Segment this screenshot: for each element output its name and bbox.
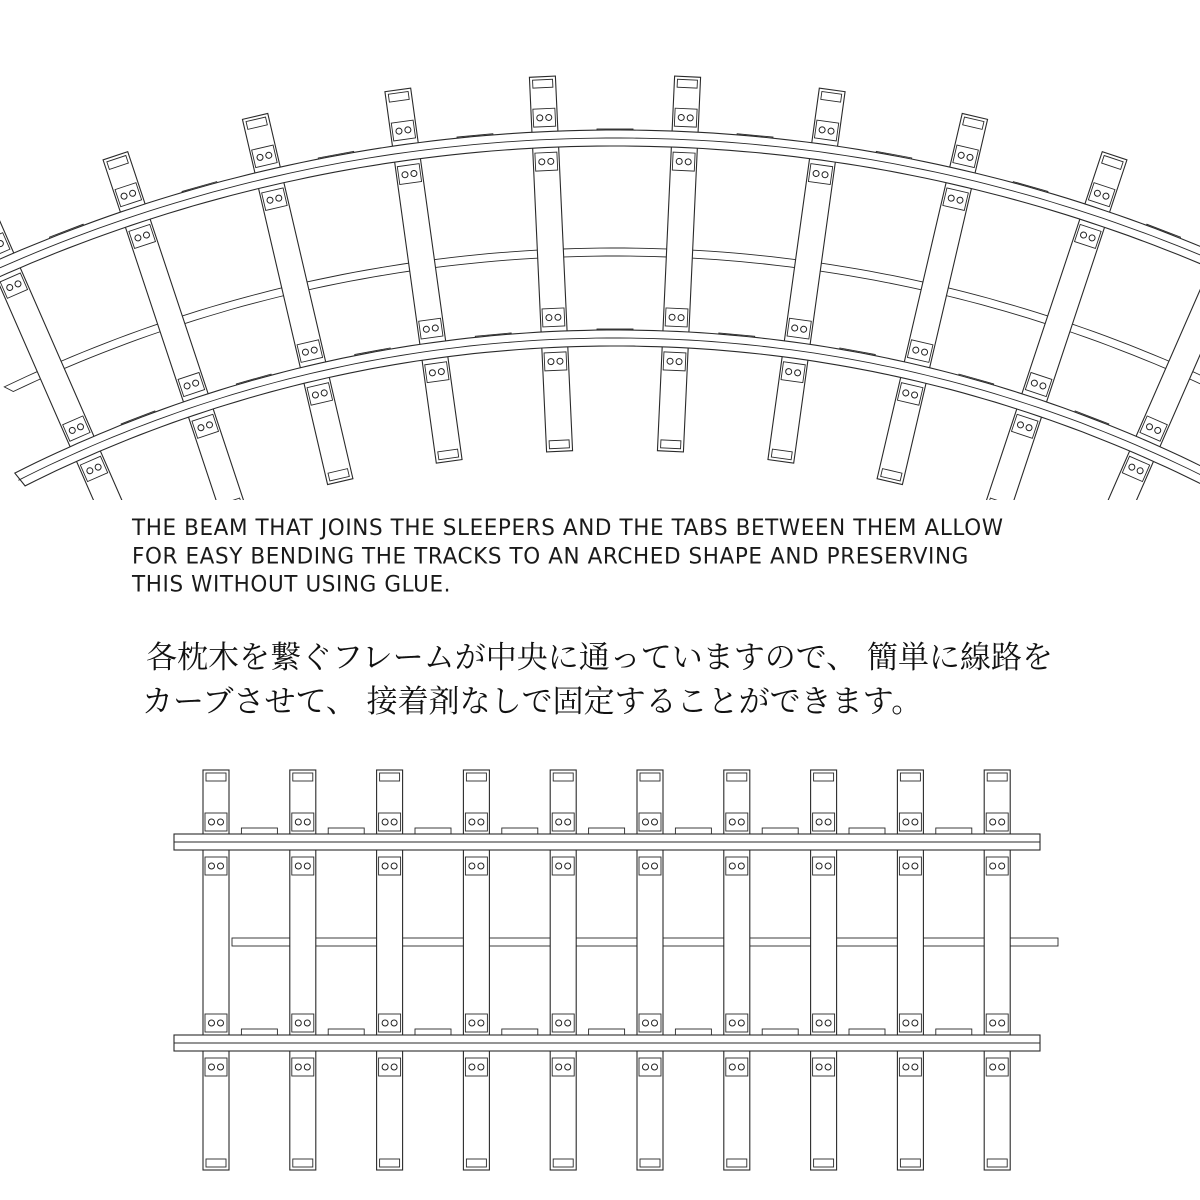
- sleeper-tab: [762, 828, 798, 834]
- bolt-hole: [391, 1064, 397, 1070]
- rail-chair: [544, 352, 567, 371]
- rail-chair: [726, 1014, 748, 1032]
- bolt-hole: [903, 1064, 909, 1070]
- bolt-hole: [800, 326, 807, 333]
- bolt-hole: [548, 358, 554, 364]
- sleeper-tab: [589, 828, 625, 834]
- bolt-hole: [548, 158, 554, 164]
- sleeper-tab: [241, 1029, 277, 1035]
- rail-chair: [292, 1014, 314, 1032]
- bolt-hole: [469, 1020, 475, 1026]
- rail-chair: [552, 813, 574, 831]
- bolt-hole: [643, 1020, 649, 1026]
- sleeper-tab: [849, 1029, 885, 1035]
- english-caption-line-3: THIS WITHOUT USING GLUE.: [132, 571, 452, 598]
- sleeper-tab: [415, 828, 451, 834]
- bolt-hole: [556, 1064, 562, 1070]
- bolt-hole: [218, 1064, 224, 1070]
- rail-chair: [379, 1014, 401, 1032]
- bolt-hole: [557, 358, 563, 364]
- rail-chair: [552, 1058, 574, 1076]
- rail-chair: [205, 1058, 227, 1076]
- bolt-hole: [209, 1020, 215, 1026]
- sleeper: [550, 770, 576, 1170]
- bolt-hole: [667, 358, 673, 364]
- bolt-hole: [295, 819, 301, 825]
- bolt-hole: [652, 819, 658, 825]
- bolt-hole: [676, 358, 682, 364]
- rail-chair: [552, 1014, 574, 1032]
- bolt-hole: [903, 863, 909, 869]
- rail-chair: [465, 1014, 487, 1032]
- bolt-hole: [478, 863, 484, 869]
- bolt-hole: [565, 863, 571, 869]
- rail-chair: [292, 1058, 314, 1076]
- rail-chair: [465, 1058, 487, 1076]
- rail-chair: [639, 1014, 661, 1032]
- english-caption: [132, 514, 1132, 599]
- bolt-hole: [304, 863, 310, 869]
- bolt-hole: [556, 819, 562, 825]
- bolt-hole: [382, 1064, 388, 1070]
- sleeper-tab: [675, 1029, 711, 1035]
- rail-upper: [174, 834, 1040, 850]
- rail-chair: [397, 164, 421, 185]
- bolt-hole: [295, 863, 301, 869]
- rail-chair: [986, 1058, 1008, 1076]
- bolt-hole: [546, 114, 552, 120]
- bolt-hole: [209, 1064, 215, 1070]
- bolt-hole: [478, 1064, 484, 1070]
- rail-chair: [726, 857, 748, 875]
- bolt-hole: [990, 1020, 996, 1026]
- bolt-hole: [816, 1064, 822, 1070]
- rail-chair: [379, 1058, 401, 1076]
- rail-chair: [986, 857, 1008, 875]
- bolt-hole: [785, 368, 792, 375]
- bolt-hole: [652, 1064, 658, 1070]
- rail-chair: [639, 857, 661, 875]
- rail-chair: [726, 1058, 748, 1076]
- bolt-hole: [295, 1064, 301, 1070]
- bolt-hole: [825, 819, 831, 825]
- rail-chair: [665, 308, 688, 327]
- bolt-hole: [218, 1020, 224, 1026]
- bolt-hole: [643, 863, 649, 869]
- english-caption-line-2: FOR EASY BENDING THE TRACKS TO AN ARCHED SHAPE AND PRESERVING: [132, 543, 969, 570]
- bolt-hole: [391, 819, 397, 825]
- bolt-hole: [685, 159, 691, 165]
- bolt-hole: [999, 863, 1005, 869]
- rail-chair: [542, 308, 565, 327]
- sleeper-tab: [328, 828, 364, 834]
- bolt-hole: [738, 863, 744, 869]
- bolt-hole: [990, 1064, 996, 1070]
- rail-chair: [813, 1058, 835, 1076]
- bolt-hole: [209, 819, 215, 825]
- english-caption-line-1: THE BEAM THAT JOINS THE SLEEPERS AND THE TABS BETWEEN THEM ALLOW: [132, 515, 1004, 542]
- sleeper-tab: [849, 828, 885, 834]
- rail-lower: [174, 1035, 1040, 1051]
- bolt-hole: [676, 158, 682, 164]
- bolt-hole: [678, 114, 684, 120]
- bolt-hole: [537, 115, 543, 121]
- rail-chair: [813, 1014, 835, 1032]
- bolt-hole: [794, 369, 801, 376]
- sleeper: [984, 770, 1010, 1170]
- bolt-hole: [382, 1020, 388, 1026]
- rail-chair: [639, 813, 661, 831]
- bolt-hole: [825, 1064, 831, 1070]
- bolt-hole: [556, 1020, 562, 1026]
- sleeper-tab: [589, 1029, 625, 1035]
- bolt-hole: [432, 325, 439, 332]
- rail-chair: [663, 352, 686, 371]
- japanese-caption-line-2: カーブさせて、 接着剤なしで固定することができます。: [142, 684, 923, 720]
- bolt-hole: [729, 1020, 735, 1026]
- bolt-hole: [903, 1020, 909, 1026]
- sleeper: [290, 770, 316, 1170]
- bolt-hole: [295, 1020, 301, 1026]
- bolt-hole: [687, 115, 693, 121]
- rail-chair: [899, 813, 921, 831]
- bolt-hole: [539, 159, 545, 165]
- sleeper: [203, 770, 229, 1170]
- bolt-hole: [816, 863, 822, 869]
- rail-chair: [899, 857, 921, 875]
- bolt-hole: [816, 819, 822, 825]
- bolt-hole: [469, 819, 475, 825]
- bolt-hole: [469, 1064, 475, 1070]
- sleeper: [724, 770, 750, 1170]
- bolt-hole: [565, 819, 571, 825]
- rail-chair: [672, 152, 695, 171]
- bolt-hole: [643, 819, 649, 825]
- bolt-hole: [791, 325, 798, 332]
- bolt-hole: [304, 1064, 310, 1070]
- bolt-hole: [990, 863, 996, 869]
- sleeper: [637, 770, 663, 1170]
- bolt-hole: [209, 863, 215, 869]
- bolt-hole: [828, 128, 835, 135]
- sleeper-tab: [415, 1029, 451, 1035]
- bolt-hole: [643, 1064, 649, 1070]
- sleeper-tab: [502, 1029, 538, 1035]
- bolt-hole: [912, 863, 918, 869]
- rail-chair: [535, 152, 558, 171]
- bolt-hole: [396, 128, 403, 135]
- bolt-hole: [825, 863, 831, 869]
- bolt-hole: [391, 863, 397, 869]
- bolt-hole: [556, 863, 562, 869]
- bolt-hole: [382, 819, 388, 825]
- bolt-hole: [652, 863, 658, 869]
- bolt-hole: [990, 819, 996, 825]
- bolt-hole: [404, 127, 411, 134]
- rail-chair: [808, 164, 832, 185]
- rail-chair: [205, 857, 227, 875]
- rail-chair: [533, 108, 556, 127]
- bolt-hole: [478, 819, 484, 825]
- bolt-hole: [402, 171, 409, 178]
- bolt-hole: [999, 1064, 1005, 1070]
- sleeper-tab: [241, 828, 277, 834]
- sleeper-tab: [675, 828, 711, 834]
- bolt-hole: [819, 127, 826, 134]
- bolt-hole: [738, 819, 744, 825]
- rail-chair: [787, 318, 811, 339]
- bolt-hole: [469, 863, 475, 869]
- bolt-hole: [729, 863, 735, 869]
- bolt-hole: [729, 1064, 735, 1070]
- rail-chair: [899, 1014, 921, 1032]
- bolt-hole: [382, 863, 388, 869]
- sleeper-tab: [936, 1029, 972, 1035]
- bolt-hole: [678, 315, 684, 321]
- bolt-hole: [813, 170, 820, 177]
- rail-chair: [419, 318, 443, 339]
- rail-chair: [986, 813, 1008, 831]
- rail-chair: [292, 857, 314, 875]
- rail-chair: [425, 362, 449, 383]
- bolt-hole: [565, 1020, 571, 1026]
- rail-chair: [379, 813, 401, 831]
- curved-track-diagram: [0, 0, 1200, 500]
- rail-chair: [391, 120, 415, 141]
- sleeper: [897, 770, 923, 1170]
- bolt-hole: [999, 819, 1005, 825]
- rail-chair: [205, 813, 227, 831]
- bolt-hole: [546, 315, 552, 321]
- bolt-hole: [816, 1020, 822, 1026]
- sleeper: [377, 770, 403, 1170]
- bolt-hole: [423, 326, 430, 333]
- bolt-hole: [391, 1020, 397, 1026]
- rail-upper: [0, 130, 1200, 309]
- straight-track-diagram: [0, 740, 1200, 1200]
- rail-chair: [813, 857, 835, 875]
- bolt-hole: [729, 819, 735, 825]
- bolt-hole: [738, 1064, 744, 1070]
- rail-chair: [639, 1058, 661, 1076]
- japanese-caption: [142, 636, 1146, 724]
- japanese-caption-line-1: 各枕木を繋ぐフレームが中央に通っていますので、 簡単に線路を: [146, 640, 1053, 676]
- rail-chair: [814, 120, 838, 141]
- bolt-hole: [478, 1020, 484, 1026]
- rail-chair: [674, 108, 697, 127]
- bolt-hole: [218, 819, 224, 825]
- rail-chair: [986, 1014, 1008, 1032]
- rail-chair: [292, 813, 314, 831]
- sleeper-tab: [328, 1029, 364, 1035]
- bolt-hole: [825, 1020, 831, 1026]
- bolt-hole: [304, 1020, 310, 1026]
- rail-chair: [726, 813, 748, 831]
- rail-chair: [899, 1058, 921, 1076]
- bolt-hole: [652, 1020, 658, 1026]
- bolt-hole: [438, 368, 445, 375]
- rail-chair: [465, 857, 487, 875]
- rail-chair: [465, 813, 487, 831]
- sleeper: [811, 770, 837, 1170]
- bolt-hole: [912, 819, 918, 825]
- sleeper-tab: [762, 1029, 798, 1035]
- rail-chair: [205, 1014, 227, 1032]
- bolt-hole: [669, 314, 675, 320]
- bolt-hole: [912, 1020, 918, 1026]
- rail-chair: [813, 813, 835, 831]
- bolt-hole: [999, 1020, 1005, 1026]
- rail-chair: [379, 857, 401, 875]
- bolt-hole: [411, 170, 418, 177]
- bolt-hole: [912, 1064, 918, 1070]
- sleeper: [463, 770, 489, 1170]
- bolt-hole: [555, 314, 561, 320]
- bolt-hole: [565, 1064, 571, 1070]
- bolt-hole: [738, 1020, 744, 1026]
- rail-chair: [781, 362, 805, 383]
- bolt-hole: [822, 171, 829, 178]
- bolt-hole: [429, 369, 436, 376]
- rail-chair: [552, 857, 574, 875]
- bolt-hole: [903, 819, 909, 825]
- sleeper-tab: [502, 828, 538, 834]
- bolt-hole: [304, 819, 310, 825]
- bolt-hole: [218, 863, 224, 869]
- sleeper-tab: [936, 828, 972, 834]
